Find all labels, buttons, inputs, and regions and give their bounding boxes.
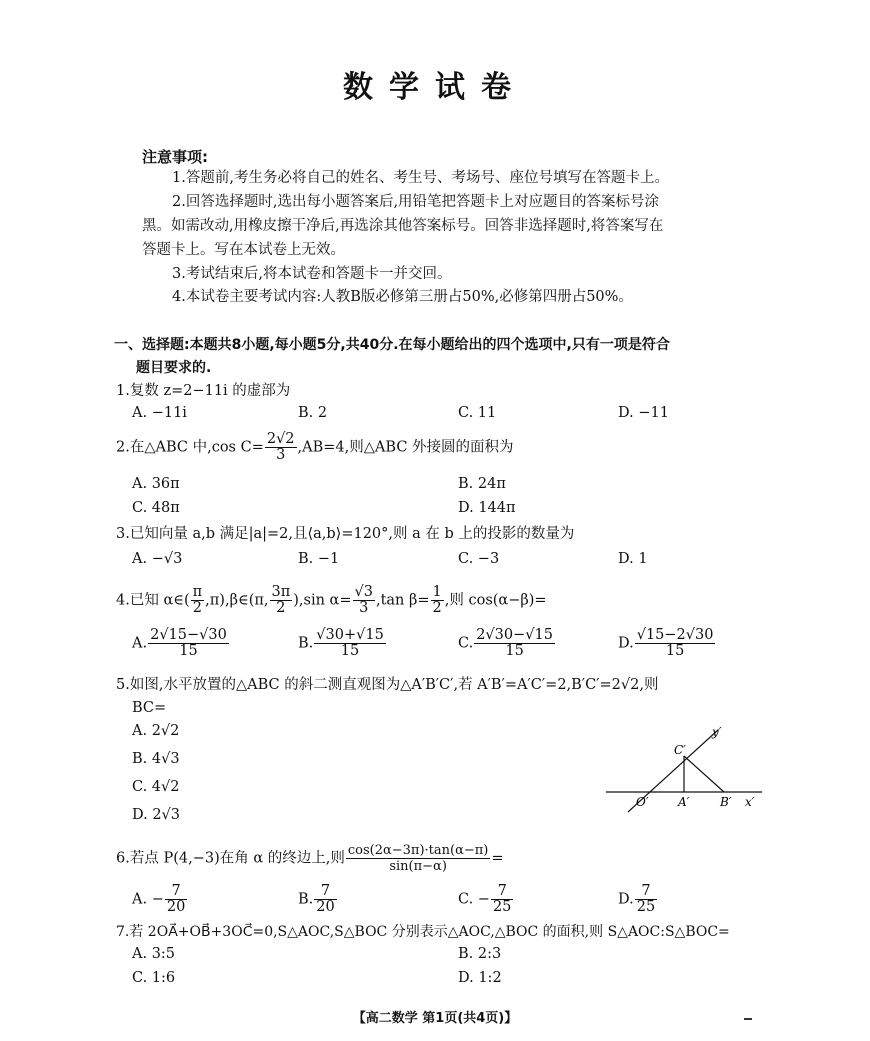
question-7-stem: 7.若 2OA⃗+OB⃗+3OC⃗=0,S△AOC,S△BOC 分别表示△AOC,△BOC 的面积,则 S△AOC:S△BOC= — [116, 924, 730, 940]
question-3-option-d: D. 1 — [618, 551, 648, 567]
fraction: $\frac{√15-2√30}{15}$ — [636, 627, 714, 659]
question-7-option-d: D. 1:2 — [458, 970, 502, 986]
oblique-diagram — [600, 726, 765, 826]
question-5-stem-cont: BC= — [132, 700, 167, 716]
fraction: $\frac{\pi}{2}$ — [192, 584, 203, 616]
question-1-stem: 1.复数 z=2−11i 的虚部为 — [116, 383, 291, 399]
question-2-stem — [116, 432, 514, 463]
label-c: C′ — [674, 743, 686, 757]
question-6-option-b: B. $\frac{7}{20}$ — [298, 883, 335, 915]
page-title: 数学试卷 — [343, 70, 527, 105]
question-7-option-b: B. 2:3 — [458, 946, 502, 962]
question-7-option-a: A. 3:5 — [132, 946, 176, 962]
question-4-option-c: C. $\frac{2√30-√15}{15}$ — [458, 627, 553, 659]
question-6-stem: 6.若点 P(4,−3)在角 α 的终边上,则 $\frac{\cos(2\alpha-3\pi)\cdot\tan(\alpha-\pi)}{\sin(\pi-\alpha)}$ = — [116, 843, 504, 874]
question-1-option-c: C. 11 — [458, 405, 497, 421]
question-7-option-c: C. 1:6 — [132, 970, 176, 986]
notice-line: 2.回答选择题时,选出每小题答案后,用铅笔把答题卡上对应题目的答案标号涂 — [172, 194, 660, 210]
fraction: $\frac{7}{20}$ — [166, 883, 186, 915]
fraction: $\frac{1}{2}$ — [432, 584, 442, 616]
label-y: y′ — [712, 726, 722, 739]
section-heading: 一、选择题:本题共8小题,每小题5分,共40分.在每小题给出的四个选项中,只有一项是符合 — [114, 337, 670, 353]
notice-line: 4.本试卷主要考试内容:人教B版必修第三册占50%,必修第四册占50%。 — [172, 289, 633, 305]
question-2-stem-part: ,AB=4,则△ABC 外接圆的面积为 — [297, 439, 514, 456]
question-1-option-b: B. 2 — [298, 405, 328, 421]
question-4-option-a: A. $\frac{2√15-√30}{15}$ — [132, 627, 227, 659]
question-2-option-a: A. 36π — [132, 476, 180, 492]
page-footer: 【高二数学 第1页(共4页)】 — [352, 1011, 518, 1026]
question-3-stem: 3.已知向量 a,b 满足|a|=2,且⟨a,b⟩=120°,则 a 在 b 上的投影的数量为 — [116, 526, 575, 542]
fraction: $\frac{3\pi}{2}$ — [271, 584, 291, 616]
fraction: $\frac{7}{20}$ — [316, 883, 335, 915]
notice-line: 答题卡上。写在本试卷上无效。 — [142, 242, 345, 258]
segment-c-b — [684, 756, 724, 792]
question-2-option-b: B. 24π — [458, 476, 506, 492]
question-4-option-d: D. $\frac{√15-2√30}{15}$ — [618, 627, 714, 659]
notice-line: 1.答题前,考生务必将自己的姓名、考生号、考场号、座位号填写在答题卡上。 — [172, 170, 669, 186]
fraction: $\frac{2√30-√15}{15}$ — [476, 627, 553, 659]
notice-heading: 注意事项: — [142, 148, 208, 166]
fraction: $\frac{\cos(2\alpha-3\pi)\cdot\tan(\alpha-\pi)}{\sin(\pi-\alpha)}$ — [347, 843, 489, 874]
notice-line: 3.考试结束后,将本试卷和答题卡一并交回。 — [172, 266, 452, 282]
question-2-option-d: D. 144π — [458, 500, 516, 516]
fraction: $\frac{√30+√15}{15}$ — [316, 627, 384, 659]
fraction: $\frac{7}{25}$ — [636, 883, 656, 915]
label-a: A′ — [678, 795, 690, 809]
question-3-option-b: B. −1 — [298, 551, 340, 567]
fraction: $\frac{2√2}{3}$ — [266, 431, 295, 463]
label-o: O′ — [636, 795, 649, 809]
section-heading-cont: 题目要求的. — [136, 360, 212, 376]
question-2-option-c: C. 48π — [132, 500, 180, 516]
question-2-stem-part: 2.在△ABC 中,cos C= — [116, 439, 264, 456]
question-5-stem: 5.如图,水平放置的△ABC 的斜二测直观图为△A′B′C′,若 A′B′=A′C′=2,B′C′=2√2,则 — [116, 677, 659, 693]
question-3-option-a: A. −√3 — [132, 551, 183, 567]
question-6-option-d: D. $\frac{7}{25}$ — [618, 883, 656, 915]
fraction: $\frac{7}{25}$ — [492, 883, 512, 915]
question-5-option-b: B. 4√3 — [132, 751, 180, 767]
question-3-option-c: C. −3 — [458, 551, 500, 567]
question-5-option-d: D. 2√3 — [132, 807, 181, 823]
question-5-option-c: C. 4√2 — [132, 779, 180, 795]
question-1-option-a: A. −11i — [132, 405, 187, 421]
question-4-stem: 4.已知 α∈( $\frac{\pi}{2}$ ,π),β∈(π, $\frac{3\pi}{2}$ ),sin α= $\frac{√3}{3}$ ,tan β= $\frac{1}{2}$ ,则 cos(α−β)= — [116, 584, 547, 616]
fraction: $\frac{2√15-√30}{15}$ — [150, 627, 227, 659]
question-5-option-a: A. 2√2 — [132, 723, 180, 739]
fraction: $\frac{√3}{3}$ — [354, 584, 373, 616]
label-x: x′ — [745, 795, 755, 809]
question-4-option-b: B. $\frac{√30+√15}{15}$ — [298, 627, 384, 659]
corner-mark — [744, 1018, 752, 1020]
question-1-option-d: D. −11 — [618, 405, 669, 421]
notice-line: 黑。如需改动,用橡皮擦干净后,再选涂其他答案标号。回答非选择题时,将答案写在 — [142, 218, 664, 234]
question-6-option-c: C. − $\frac{7}{25}$ — [458, 883, 512, 915]
label-b: B′ — [720, 795, 732, 809]
question-6-option-a: A. − $\frac{7}{20}$ — [132, 883, 186, 915]
